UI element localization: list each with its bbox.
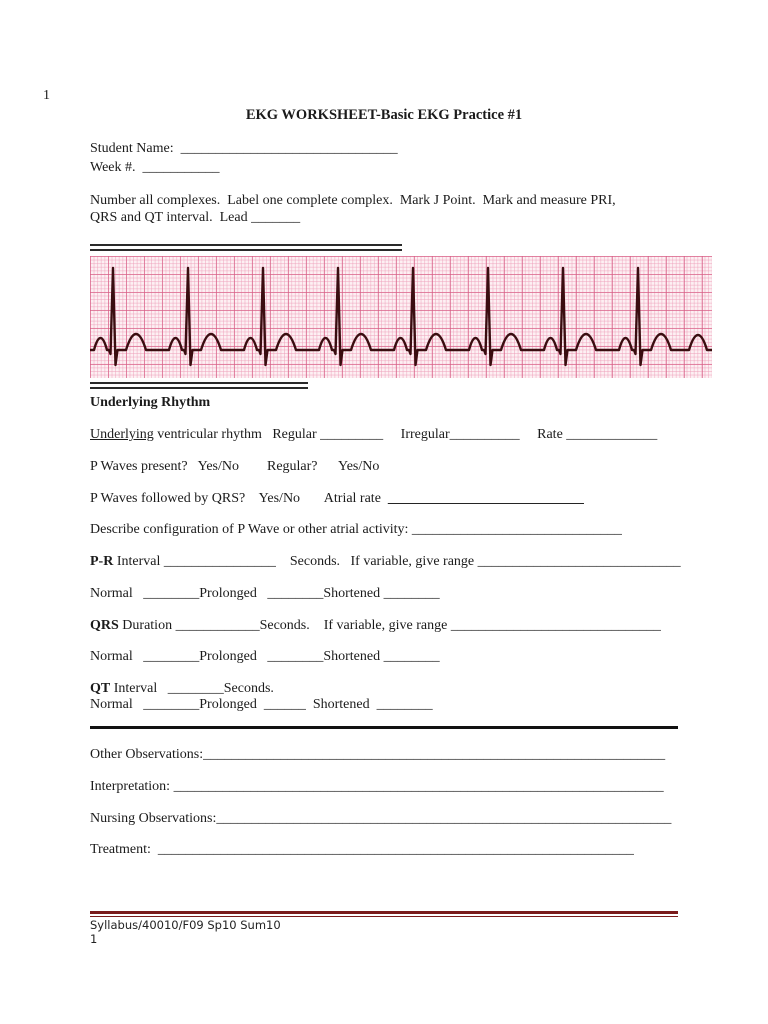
p-waves-qrs-label: P Waves followed by QRS? Yes/No Atrial rate (90, 491, 388, 506)
qt-interval-row (90, 680, 274, 697)
p-waves-present-row: P Waves present? Yes/No Regular? Yes/No (90, 459, 380, 474)
student-name-blank: _______________________________ (180, 141, 398, 156)
describe-p-wave-row: Describe configuration of P Wave or other atrial activity: ______________________________ (90, 522, 622, 537)
other-observations-label: Other Observations: (90, 747, 204, 762)
treatment-blank: ____________________________________________________________________ (157, 842, 634, 857)
pr-interval-rest: Interval ________________ Seconds. If variable, give range _____________________________ (113, 554, 681, 569)
week-label: Week #. (90, 160, 143, 175)
pr-interval-row (90, 553, 681, 570)
other-observations-blank: __________________________________________________________________ (203, 747, 666, 762)
footer-rule (90, 911, 678, 917)
footer-page-number: 1 (90, 932, 98, 946)
qrs-normal-prolonged-shortened-row: Normal ________Prolonged ________Shortened ________ (90, 649, 440, 664)
section-heading-underlying-rhythm: Underlying Rhythm (90, 395, 211, 410)
interpretation-blank: ______________________________________________________________________ (173, 779, 664, 794)
qrs-duration-row (90, 617, 661, 634)
qt-interval-rest: Interval ________Seconds. (110, 681, 274, 696)
ekg-waveform-path (90, 268, 712, 365)
other-observations-row (90, 746, 665, 763)
divider-double-above-strip (90, 244, 402, 251)
interpretation-row (90, 778, 664, 795)
page-title: EKG WORKSHEET-Basic EKG Practice #1 (245, 107, 523, 123)
instructions-line-2: QRS and QT interval. Lead _______ (90, 210, 301, 225)
week-row (90, 159, 220, 176)
divider-thick (90, 726, 678, 729)
treatment-label: Treatment: (90, 842, 158, 857)
atrial-rate-blank: ____________________________ (387, 491, 584, 506)
ventricular-rhythm-label-underlined: Underlying (90, 427, 154, 442)
student-name-row (90, 140, 398, 157)
footer-syllabus-text: Syllabus/40010/F09 Sp10 Sum10 (90, 918, 281, 932)
ventricular-rhythm-row (90, 426, 657, 443)
instructions-line-1: Number all complexes. Label one complete complex. Mark J Point. Mark and measure PRI, (90, 193, 616, 208)
interpretation-label: Interpretation: (90, 779, 174, 794)
nursing-observations-label: Nursing Observations: (90, 811, 217, 826)
nursing-observations-row (90, 810, 671, 827)
pr-interval-label-bold: P-R (90, 554, 114, 569)
qt-normal-prolonged-shortened-row: Normal ________Prolonged ______ Shortened ________ (90, 697, 433, 712)
student-name-label: Student Name: (90, 141, 181, 156)
divider-double-below-strip (90, 382, 308, 389)
ekg-trace-svg (90, 256, 712, 378)
qt-interval-label-bold: QT (90, 681, 111, 696)
pr-normal-prolonged-shortened-row: Normal ________Prolonged ________Shortened ________ (90, 586, 440, 601)
nursing-observations-blank: _________________________________________________________________ (216, 811, 672, 826)
corner-page-number: 1 (43, 88, 50, 103)
ventricular-rhythm-rest: ventricular rhythm Regular _________ Irregular__________ Rate _____________ (153, 427, 658, 442)
p-waves-qrs-row (90, 490, 584, 507)
treatment-row (90, 841, 634, 858)
qrs-duration-label-bold: QRS (90, 618, 119, 633)
ekg-strip-image (90, 256, 712, 378)
week-blank: ___________ (142, 160, 220, 175)
qrs-duration-rest: Duration ____________Seconds. If variable, give range ______________________________ (118, 618, 661, 633)
